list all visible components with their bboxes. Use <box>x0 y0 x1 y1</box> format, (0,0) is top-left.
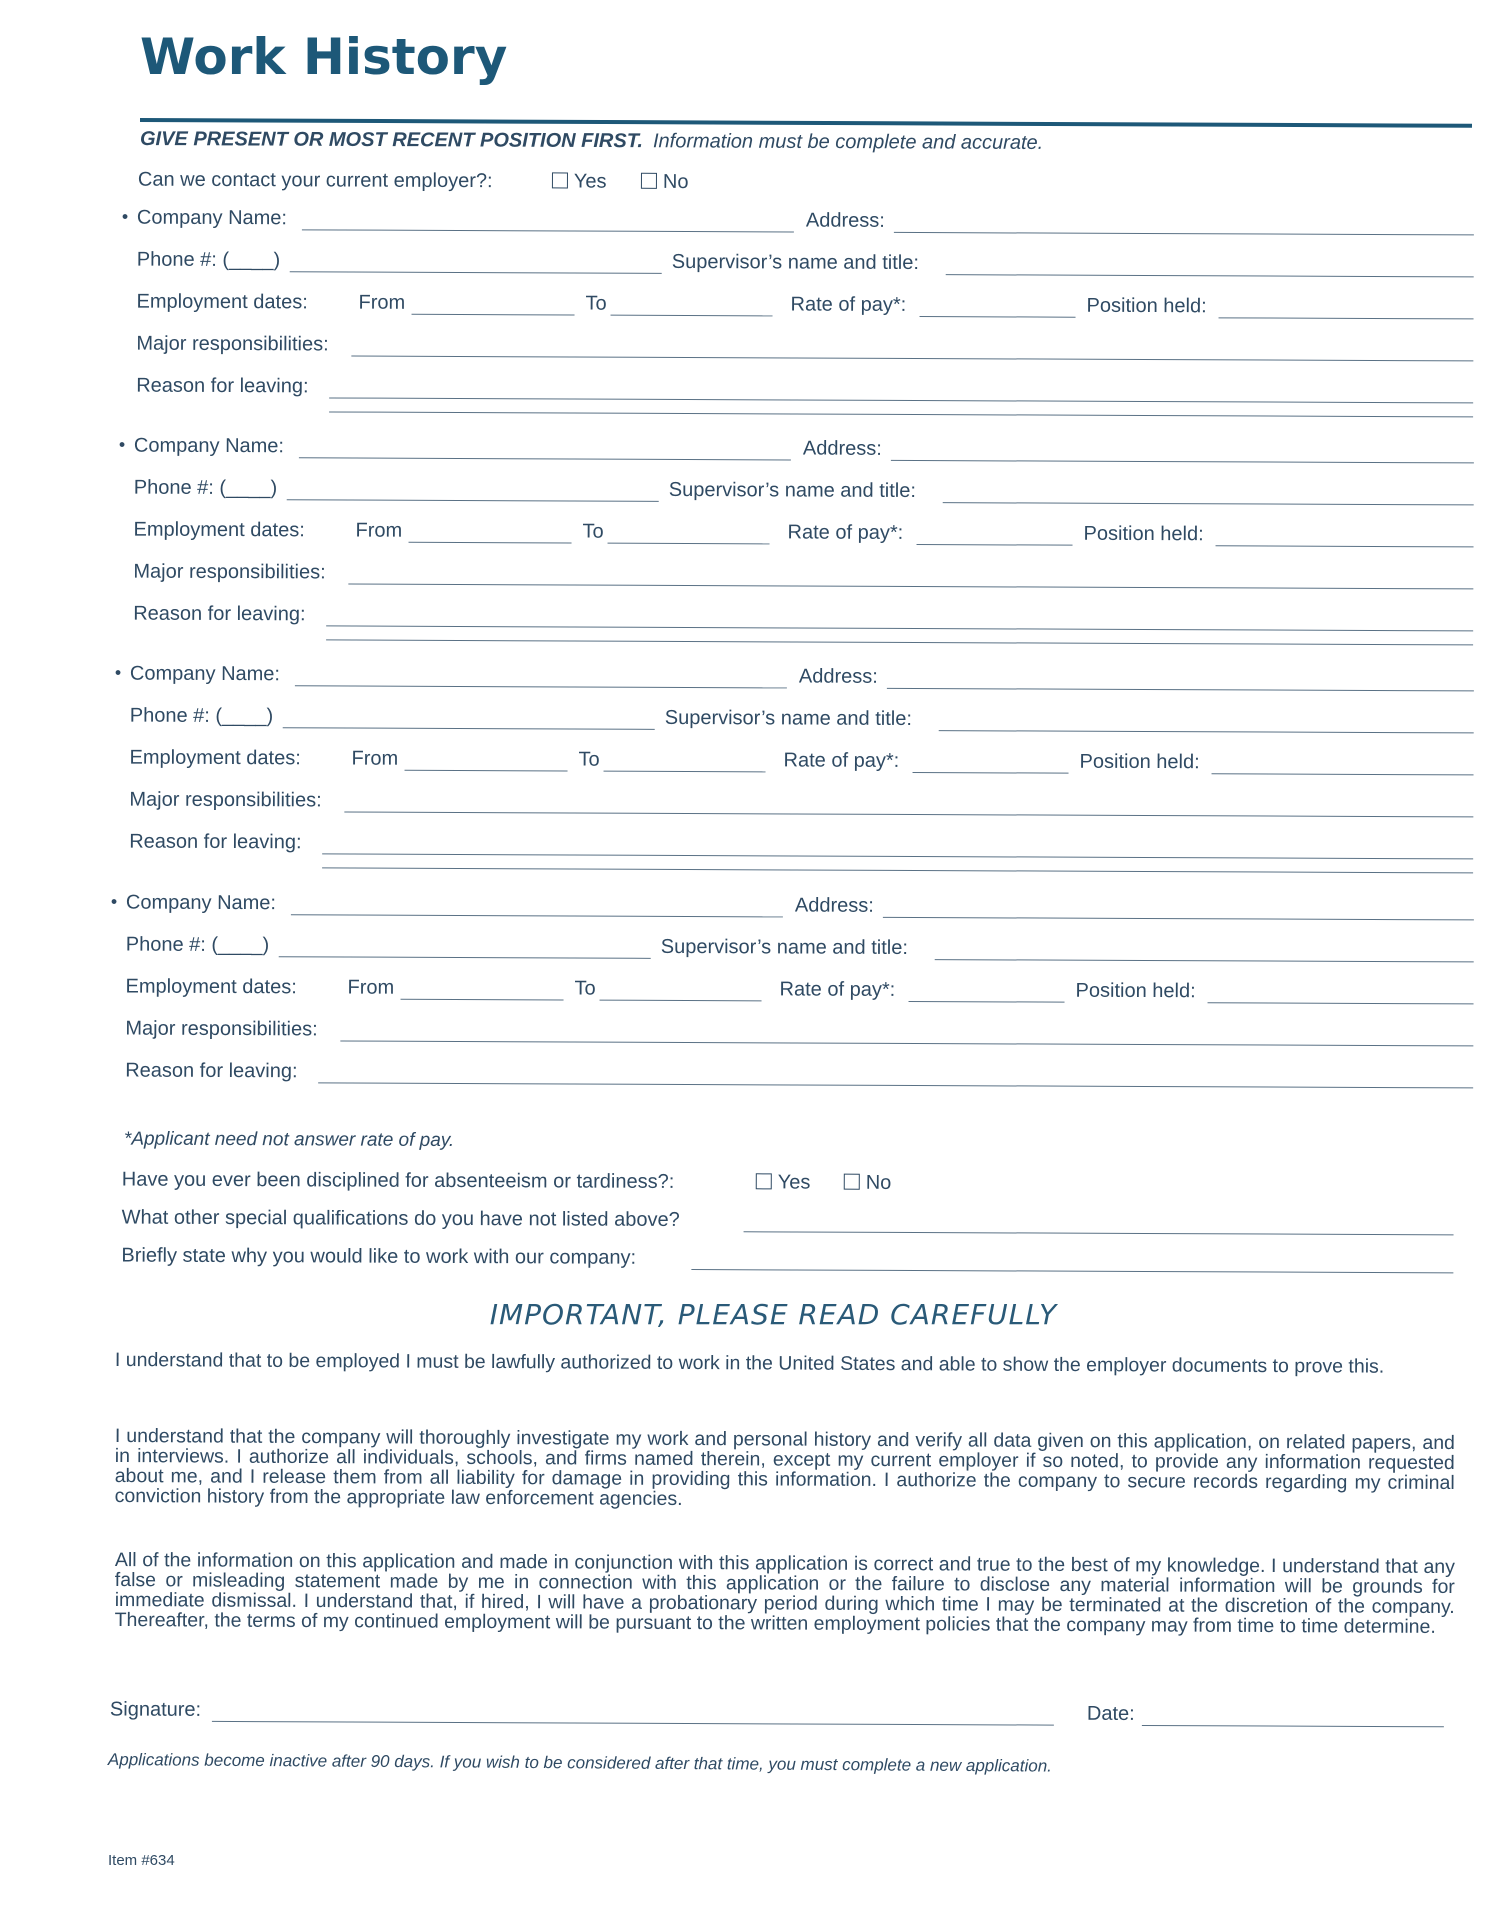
phone-field[interactable] <box>290 271 662 274</box>
responsibilities-field[interactable] <box>340 1040 1473 1046</box>
supervisor-label: Supervisor’s name and title: <box>664 706 912 730</box>
company-name-field[interactable] <box>302 229 794 232</box>
supervisor-field[interactable] <box>939 730 1474 733</box>
position-held-field[interactable] <box>1216 545 1474 547</box>
instructions <box>140 128 1043 155</box>
rate-of-pay-label: Rate of pay*: <box>779 978 896 1001</box>
instruction-text: Information must be complete and accurate. <box>652 130 1044 154</box>
reason-label: Reason for leaving: <box>136 374 309 398</box>
from-label: From <box>358 291 406 314</box>
from-date-field[interactable] <box>405 770 568 772</box>
reason-label: Reason for leaving: <box>125 1059 298 1083</box>
supervisor-field[interactable] <box>946 274 1474 277</box>
position-held-label: Position held: <box>1086 294 1207 318</box>
position-held-label: Position held: <box>1083 522 1204 546</box>
additional-questions <box>0 1128 1487 1269</box>
contact-no-option[interactable] <box>641 171 689 194</box>
responsibilities-label: Major responsibilities: <box>129 788 322 812</box>
disciplined-no-option[interactable] <box>844 1172 892 1195</box>
from-label: From <box>355 519 403 542</box>
position-held-field[interactable] <box>1212 773 1474 775</box>
contact-yes-checkbox[interactable] <box>552 172 568 188</box>
responsibilities-label: Major responsibilities: <box>136 332 329 356</box>
address-field[interactable] <box>887 688 1474 692</box>
inactive-notice: Applications become inactive after 90 days. If you wish to be considered after that time, you must complete a new application. <box>107 1750 1052 1776</box>
disciplined-yes-checkbox[interactable] <box>756 1173 772 1189</box>
date-label: Date: <box>1086 1702 1135 1725</box>
responsibilities-label: Major responsibilities: <box>133 560 326 584</box>
bullet: • <box>118 434 126 455</box>
qualifications-question: What other special qualifications do you have not listed above? <box>121 1206 680 1231</box>
item-number: Item #634 <box>108 1852 175 1869</box>
disciplined-no-label: No <box>865 1171 892 1194</box>
qualifications-field[interactable] <box>744 1231 1454 1235</box>
responsibilities-label: Major responsibilities: <box>125 1017 318 1041</box>
to-label: To <box>574 977 596 1000</box>
supervisor-field[interactable] <box>943 502 1474 505</box>
address-field[interactable] <box>883 917 1474 921</box>
reason-field[interactable] <box>326 625 1473 631</box>
responsibilities-field[interactable] <box>348 584 1473 590</box>
reason-label: Reason for leaving: <box>133 602 306 626</box>
important-heading: IMPORTANT, PLEASE READ CAREFULLY <box>489 1298 1058 1331</box>
disciplined-yes-label: Yes <box>777 1171 811 1194</box>
rate-of-pay-field[interactable] <box>920 316 1076 318</box>
investigation-paragraph: I understand that the company will thoroughly investigate my work and personal history and verify all data given on this application, on related papers, and in interviews. I authorize all individuals, schools, and firms named therein, except my current employer if so noted, to provide any information requested about me, and I release them from all liability for damage in providing this information. I authorize the company to secure records regarding my criminal conviction history from the appropriate law enforcement agencies. <box>114 1425 1455 1510</box>
company-name-label: Company Name: <box>129 662 281 686</box>
phone-label: Phone #: (____) <box>125 933 270 957</box>
phone-field[interactable] <box>283 727 655 730</box>
reason-label: Reason for leaving: <box>129 830 302 854</box>
phone-label: Phone #: (____) <box>136 248 281 272</box>
supervisor-field[interactable] <box>935 959 1474 962</box>
reason-field[interactable] <box>322 853 1473 859</box>
to-date-field[interactable] <box>608 543 770 545</box>
to-date-field[interactable] <box>611 315 773 317</box>
reason-field[interactable] <box>318 1082 1473 1088</box>
supervisor-label: Supervisor’s name and title: <box>671 250 919 275</box>
from-label: From <box>351 747 399 770</box>
phone-field[interactable] <box>287 499 659 502</box>
date-field[interactable] <box>1142 1725 1444 1727</box>
phone-label: Phone #: (____) <box>133 476 278 500</box>
company-name-field[interactable] <box>291 914 783 917</box>
address-field[interactable] <box>894 232 1474 236</box>
address-label: Address: <box>798 665 878 688</box>
supervisor-label: Supervisor’s name and title: <box>668 478 916 502</box>
company-name-field[interactable] <box>299 457 791 460</box>
signature-row <box>0 1698 1487 1725</box>
contact-yes-option[interactable] <box>552 170 607 193</box>
bullet: • <box>121 206 129 227</box>
contact-yes-label: Yes <box>573 170 607 193</box>
contact-no-label: No <box>662 170 689 194</box>
position-held-label: Position held: <box>1079 750 1200 774</box>
rate-of-pay-field[interactable] <box>909 1001 1065 1003</box>
address-label: Address: <box>805 209 885 232</box>
reason-field-continued[interactable] <box>322 867 1473 873</box>
reason-field-continued[interactable] <box>329 411 1473 417</box>
rate-of-pay-label: Rate of pay*: <box>783 749 900 772</box>
signature-field[interactable] <box>212 1721 1054 1726</box>
why-field[interactable] <box>691 1269 1453 1273</box>
rate-of-pay-field[interactable] <box>917 544 1073 546</box>
position-held-field[interactable] <box>1219 317 1474 319</box>
address-label: Address: <box>802 437 882 460</box>
from-date-field[interactable] <box>412 314 575 316</box>
rate-of-pay-label: Rate of pay*: <box>790 293 907 316</box>
company-name-field[interactable] <box>295 685 787 688</box>
responsibilities-field[interactable] <box>351 356 1473 362</box>
employment-dates-label: Employment dates: <box>136 290 308 314</box>
address-label: Address: <box>794 894 874 917</box>
supervisor-label: Supervisor’s name and title: <box>660 935 908 959</box>
rate-of-pay-field[interactable] <box>913 772 1069 774</box>
responsibilities-field[interactable] <box>344 812 1473 818</box>
reason-field-continued[interactable] <box>326 639 1473 645</box>
to-date-field[interactable] <box>604 771 766 773</box>
rate-of-pay-label: Rate of pay*: <box>787 521 904 544</box>
position-held-label: Position held: <box>1075 979 1196 1003</box>
disciplined-question: Have you ever been disciplined for absenteeism or tardiness?: <box>121 1168 675 1193</box>
company-name-label: Company Name: <box>136 206 288 230</box>
disciplined-yes-option[interactable] <box>756 1171 811 1194</box>
address-field[interactable] <box>891 460 1474 464</box>
to-label: To <box>582 520 604 543</box>
employment-dates-label: Employment dates: <box>125 975 297 999</box>
authorization-paragraph: I understand that to be employed I must be lawfully authorized to work in the United States and able to show the employer documents to prove this. <box>114 1349 1385 1378</box>
employment-dates-label: Employment dates: <box>129 746 301 770</box>
title-rule <box>140 118 1472 128</box>
bullet: • <box>114 662 122 683</box>
pay-footnote: *Applicant need not answer rate of pay. <box>123 1128 455 1151</box>
to-label: To <box>578 748 600 771</box>
phone-field[interactable] <box>279 956 651 959</box>
accuracy-paragraph: All of the information on this application and made in conjunction with this application is correct and true to the best of my knowledge. I understand that any false or misleading statement made by me in connection with this application or the failure to disclose any material information will be grounds for immediate dismissal. I understand that, if hired, I will have a probationary period during which time I may be terminated at the discretion of the company. Thereafter, the terms of my continued employment will be pursuant to the written employment policies that the company may from time to time determine. <box>114 1549 1455 1638</box>
contact-question: Can we contact your current employer?: <box>137 168 493 193</box>
phone-label: Phone #: (____) <box>129 704 274 728</box>
why-question: Briefly state why you would like to work with our company: <box>121 1244 637 1269</box>
employment-dates-label: Employment dates: <box>133 518 305 542</box>
company-name-label: Company Name: <box>125 891 277 915</box>
to-label: To <box>585 292 607 315</box>
contact-no-checkbox[interactable] <box>641 173 657 189</box>
reason-field[interactable] <box>329 397 1473 403</box>
contact-question-row <box>0 168 1487 194</box>
disciplined-no-checkbox[interactable] <box>844 1174 860 1190</box>
from-date-field[interactable] <box>409 542 572 544</box>
signature-label: Signature: <box>109 1698 202 1721</box>
employer-block-1 <box>0 206 1487 398</box>
from-date-field[interactable] <box>401 999 564 1001</box>
position-held-field[interactable] <box>1208 1002 1474 1004</box>
from-label: From <box>347 976 395 999</box>
bullet: • <box>110 891 118 912</box>
company-name-label: Company Name: <box>133 434 285 458</box>
instruction-bold: GIVE PRESENT OR MOST RECENT POSITION FIRST. <box>139 128 644 153</box>
to-date-field[interactable] <box>600 1000 762 1002</box>
page-title: Work History <box>140 28 508 86</box>
